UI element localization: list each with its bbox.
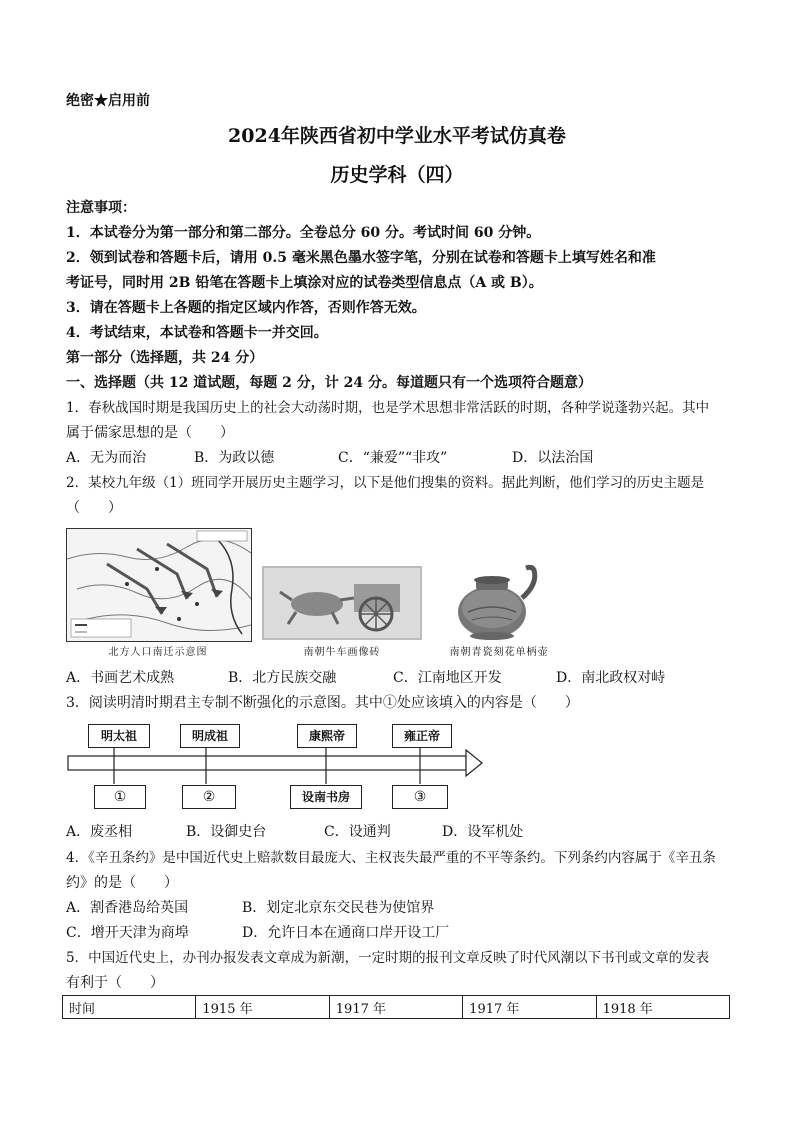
question-4-text: 4．《辛丑条约》是中国近代史上赔款数目最庞大、主权丧失最严重的不平等条约。下列条约内容属于《辛丑条 [66,850,716,866]
migration-map-image [66,528,252,642]
notice-item: 3．请在答题卡上各题的指定区域内作答，否则作答无效。 [66,300,426,316]
question-1-text: 1．春秋战国时期是我国历史上的社会大动荡时期，也是学术思想非常活跃的时期，各种学说蓬勃兴起。其中 [66,400,710,416]
q1-option-d[interactable]: D．以法治国 [512,450,594,466]
label-yongzheng: 雍正帝 [392,724,452,748]
exam-title: 2024年陕西省初中学业水平考试仿真卷 [228,125,566,147]
section-heading: 一、选择题（共 12 道试题，每题 2 分，计 24 分。每道题只有一个选项符合题意） [66,375,592,391]
notice-heading: 注意事项： [66,200,136,216]
table-header-cell: 1917 年 [463,996,596,1019]
question-5-text-cont: 有利于（ ） [66,975,164,991]
blank-2-box: ② [182,785,236,809]
map-caption: 北方人口南迁示意图 [108,647,208,658]
q2-option-b[interactable]: B．北方民族交融 [228,670,337,686]
q4-option-a[interactable]: A．割香港岛给英国 [66,900,189,916]
q2-option-c[interactable]: C．江南地区开发 [393,670,502,686]
table-header-cell: 1917 年 [329,996,462,1019]
q1-option-b[interactable]: B．为政以德 [194,450,275,466]
brick-caption: 南朝牛车画像砖 [303,647,381,658]
q2-option-a[interactable]: A．书画艺术成熟 [66,670,175,686]
q1-option-c[interactable]: C．“兼爱”“非攻” [338,450,448,466]
question-5-text: 5．中国近代史上，办刊办报发表文章成为新潮，一定时期的报刊文章反映了时代风潮以下书刊或文章的发表 [66,950,710,966]
question-1-text-cont: 属于儒家思想的是（ ） [66,425,234,441]
table-row [63,996,730,1019]
question-4-text-cont: 约》的是（ ） [66,875,178,891]
q4-option-b[interactable]: B．划定北京东交民巷为使馆界 [242,900,435,916]
notice-item: 2．领到试卷和答题卡后，请用 0.5 毫米黑色墨水签字笔，分别在试卷和答题卡上填写姓名和准 [66,250,656,266]
q3-option-b[interactable]: B．设御史台 [186,824,267,840]
label-kangxi: 康熙帝 [297,724,357,748]
question-3-text: 3．阅读明清时期君主专制不断强化的示意图。其中①处应该填入的内容是（ ） [66,695,579,711]
celadon-pot-image [446,562,550,642]
label-nanshufang: 设南书房 [290,785,362,809]
q3-option-a[interactable]: A．废丞相 [66,824,133,840]
ox-cart-brick-image [262,566,422,640]
confidential-label: 绝密★启用前 [66,93,150,109]
periodicals-table [62,995,730,1019]
table-header-cell: 1918 年 [596,996,729,1019]
notice-item: 考证号，同时用 2B 铅笔在答题卡上填涂对应的试卷类型信息点（A 或 B）。 [66,275,543,291]
question-2-text-cont: （ ） [66,500,122,516]
blank-1-box: ① [94,785,146,809]
exam-subtitle: 历史学科（四） [330,164,464,186]
q3-option-c[interactable]: C．设通判 [324,824,391,840]
label-ming-taizu: 明太祖 [88,724,150,748]
notice-item: 1．本试卷分为第一部分和第二部分。全卷总分 60 分。考试时间 60 分钟。 [66,225,541,241]
q2-option-d[interactable]: D．南北政权对峙 [556,670,666,686]
q4-option-d[interactable]: D．允许日本在通商口岸开设工厂 [242,925,450,941]
table-header-cell: 1915 年 [196,996,329,1019]
notice-item: 4．考试结束，本试卷和答题卡一并交回。 [66,325,328,341]
q1-option-a[interactable]: A．无为而治 [66,450,147,466]
label-ming-chengzu: 明成祖 [180,724,240,748]
table-header-cell: 时间 [63,996,196,1019]
question-2-text: 2．某校九年级（1）班同学开展历史主题学习，以下是他们搜集的资料。据此判断，他们学习的历史主题是 [66,475,705,491]
blank-3-box: ③ [392,785,448,809]
q4-option-c[interactable]: C．增开天津为商埠 [66,925,189,941]
pot-caption: 南朝青瓷刻花单柄壶 [449,647,549,658]
part1-heading: 第一部分（选择题，共 24 分） [66,350,264,366]
q3-option-d[interactable]: D．设军机处 [442,824,524,840]
